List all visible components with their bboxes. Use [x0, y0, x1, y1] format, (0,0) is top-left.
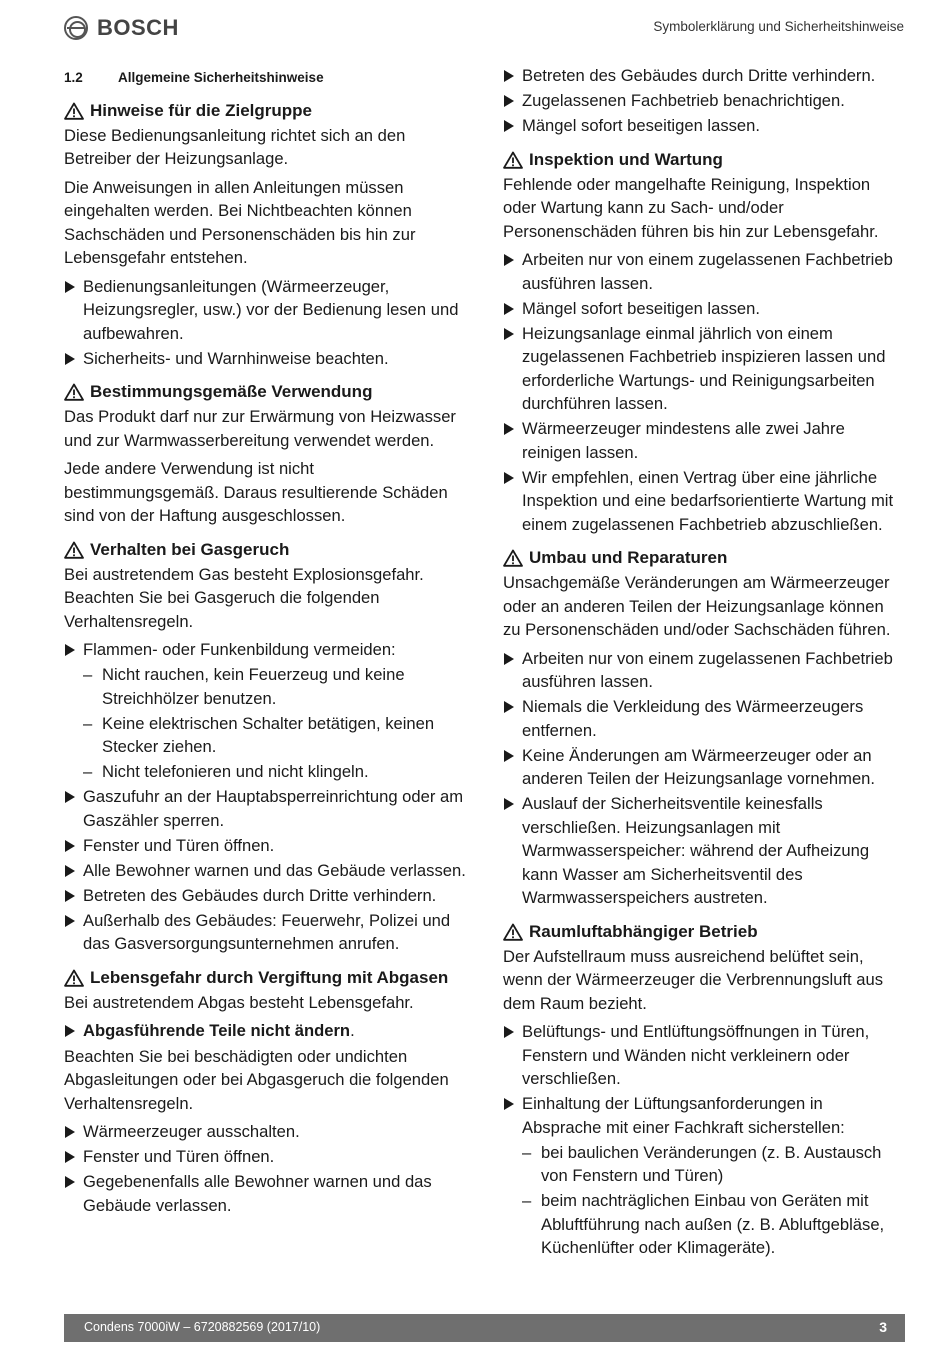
heading-text: Umbau und Reparaturen: [529, 548, 728, 568]
list-item: Sicherheits- und Warnhinweise beachten.: [64, 347, 468, 371]
heading-text: Lebensgefahr durch Vergiftung mit Abgasen: [90, 967, 449, 987]
step-list: [503, 647, 905, 910]
list-item: Heizungsanlage einmal jährlich von einem zugelassenen Fachbetrieb inspizieren lassen und erforderliche Wartungs- und Reinigungsarbeiten durchführen lassen.: [503, 322, 905, 416]
right-column: [503, 64, 905, 1262]
list-item: Niemals die Verkleidung des Wärmeerzeugers entfernen.: [503, 695, 905, 742]
warning-icon: [64, 102, 84, 120]
heading-text: Inspektion und Wartung: [529, 149, 723, 169]
heading-abgase: [64, 965, 468, 991]
page-number: 3: [879, 1319, 887, 1335]
heading-text: Hinweise für die Zielgruppe: [90, 100, 312, 120]
paragraph: Unsachgemäße Veränderungen am Wärmeerzeuger oder an anderen Teilen der Heizungsanlage können zu Personenschäden und/oder Sachschäden führen.: [503, 573, 891, 639]
paragraph: Bei austretendem Gas besteht Explosionsgefahr. Beachten Sie bei Gasgeruch die folgenden Verhaltensregeln.: [64, 564, 424, 631]
brand-name: BOSCH: [97, 15, 179, 40]
list-item: Bedienungsanleitungen (Wärmeerzeuger, Heizungsregler, usw.) vor der Bedienung lesen und aufbewahren.: [64, 275, 468, 346]
sub-list-item: – Keine elektrischen Schalter betätigen, keinen Stecker ziehen.: [64, 712, 468, 759]
heading-text: Raumluftabhängiger Betrieb: [529, 921, 758, 941]
step-list: [503, 248, 905, 536]
heading-zielgruppe: [64, 98, 468, 124]
bosch-armature-icon: [64, 16, 88, 40]
paragraph: Beachten Sie bei beschädigten oder undichten Abgasleitungen oder bei Abgasgeruch die folgenden Verhaltensregeln.: [64, 1046, 449, 1113]
list-item: Arbeiten nur von einem zugelassenen Fachbetrieb ausführen lassen.: [503, 647, 905, 694]
step-list: [503, 1020, 905, 1260]
page-footer: [64, 1314, 905, 1342]
section-number: 1.2: [64, 70, 83, 85]
list-item: Betreten des Gebäudes durch Dritte verhindern.: [503, 64, 905, 88]
paragraph: Die Anweisungen in allen Anleitungen müssen eingehalten werden. Bei Nichtbeachten können Sachschäden und Personenschäden bis hin zur Lebensgefahr entstehen.: [64, 177, 416, 267]
step-list: [64, 1019, 468, 1043]
left-column: [64, 64, 468, 1219]
list-item: Gaszufuhr an der Hauptabsperreinrichtung oder am Gaszähler sperren.: [64, 785, 468, 832]
list-item: Fenster und Türen öffnen.: [64, 834, 468, 858]
list-item: Arbeiten nur von einem zugelassenen Fachbetrieb ausführen lassen.: [503, 248, 905, 295]
section-title: Allgemeine Sicherheitshinweise: [118, 70, 324, 85]
warning-icon: [503, 923, 523, 941]
paragraph: Fehlende oder mangelhafte Reinigung, Inspektion oder Wartung kann zu Sach- und/oder Personenschäden führen bis hin zur Lebensgefahr.: [503, 174, 879, 241]
list-item: Fenster und Türen öffnen.: [64, 1145, 468, 1169]
list-item: Wärmeerzeuger mindestens alle zwei Jahre reinigen lassen.: [503, 417, 905, 464]
step-list: [503, 64, 905, 138]
paragraph: Der Aufstellraum muss ausreichend belüftet sein, wenn der Wärmeerzeuger die Verbrennungsluft aus dem Raum bezieht.: [503, 946, 884, 1013]
list-item: Wärmeerzeuger ausschalten.: [64, 1120, 468, 1144]
section-heading: [64, 66, 468, 90]
list-item: Gegebenenfalls alle Bewohner warnen und das Gebäude verlassen.: [64, 1170, 468, 1217]
step-list: [64, 275, 468, 371]
paragraph: Bei austretendem Abgas besteht Lebensgefahr.: [64, 992, 414, 1012]
document-reference: Condens 7000iW – 6720882569 (2017/10): [84, 1320, 321, 1334]
heading-text: Bestimmungsgemäße Verwendung: [90, 382, 373, 402]
bosch-logo: [64, 15, 179, 41]
chapter-title: Symbolerklärung und Sicherheitshinweise: [653, 19, 904, 34]
paragraph: Das Produkt darf nur zur Erwärmung von Heizwasser und zur Warmwasserbereitung verwendet werden.: [64, 407, 456, 450]
list-item: [64, 1019, 468, 1043]
heading-wartung: [503, 147, 905, 173]
list-item: Außerhalb des Gebäudes: Feuerwehr, Polizei und das Gasversorgungsunternehmen anrufen.: [64, 909, 468, 956]
sub-list-item: – Nicht telefonieren und nicht klingeln.: [64, 760, 468, 784]
heading-raumluft: [503, 919, 905, 945]
list-item: Zugelassenen Fachbetrieb benachrichtigen.: [503, 89, 905, 113]
warning-icon: [503, 549, 523, 567]
list-item: Flammen- oder Funkenbildung vermeiden:: [64, 638, 468, 662]
warning-icon: [64, 383, 84, 401]
paragraph: Jede andere Verwendung ist nicht bestimmungsgemäß. Daraus resultierende Schäden sind von der Haftung ausgeschlossen.: [64, 459, 448, 525]
list-item: Mängel sofort beseitigen lassen.: [503, 114, 905, 138]
warning-icon: [64, 541, 84, 559]
sub-list-item: – beim nachträglichen Einbau von Geräten mit Abluftführung nach außen (z. B. Abluftgebläse, Küchenlüfter oder Klimageräte).: [503, 1189, 905, 1260]
step-list: [64, 638, 468, 956]
sub-list-item: – bei baulichen Veränderungen (z. B. Austausch von Fenstern und Türen): [503, 1141, 905, 1188]
list-item: Betreten des Gebäudes durch Dritte verhindern.: [64, 884, 468, 908]
page-header: [0, 0, 950, 60]
paragraph: Diese Bedienungsanleitung richtet sich an den Betreiber der Heizungsanlage.: [64, 125, 406, 168]
list-item: Alle Bewohner warnen und das Gebäude verlassen.: [64, 859, 468, 883]
list-item: Auslauf der Sicherheitsventile keinesfalls verschließen. Heizungsanlagen mit Warmwasserspeicher: während der Aufheizung kann Wasser am Sicherheitsventil des Warmwasserspeichers austreten.: [503, 792, 905, 910]
step-list: [64, 1120, 468, 1217]
sub-list-item: – Nicht rauchen, kein Feuerzeug und keine Streichhölzer benutzen.: [64, 663, 468, 710]
punctuation: .: [350, 1021, 355, 1040]
heading-text: Verhalten bei Gasgeruch: [90, 539, 290, 559]
bold-instruction: Abgasführende Teile nicht ändern: [83, 1021, 351, 1040]
heading-verwendung: [64, 379, 468, 405]
list-item: Wir empfehlen, einen Vertrag über eine jährliche Inspektion und eine bedarfsorientierte Wartung mit einem zugelassenen Fachbetrieb abzuschließen.: [503, 466, 905, 537]
list-item: Keine Änderungen am Wärmeerzeuger oder an anderen Teilen der Heizungsanlage vornehmen.: [503, 744, 905, 791]
heading-umbau: [503, 545, 905, 571]
warning-icon: [503, 151, 523, 169]
list-item: Mängel sofort beseitigen lassen.: [503, 297, 905, 321]
list-item: Einhaltung der Lüftungsanforderungen in Absprache mit einer Fachkraft sicherstellen:: [503, 1092, 905, 1139]
heading-gasgeruch: [64, 537, 468, 563]
list-item: Belüftungs- und Entlüftungsöffnungen in Türen, Fenstern und Wänden nicht verkleinern oder verschließen.: [503, 1020, 905, 1091]
warning-icon: [64, 969, 84, 987]
